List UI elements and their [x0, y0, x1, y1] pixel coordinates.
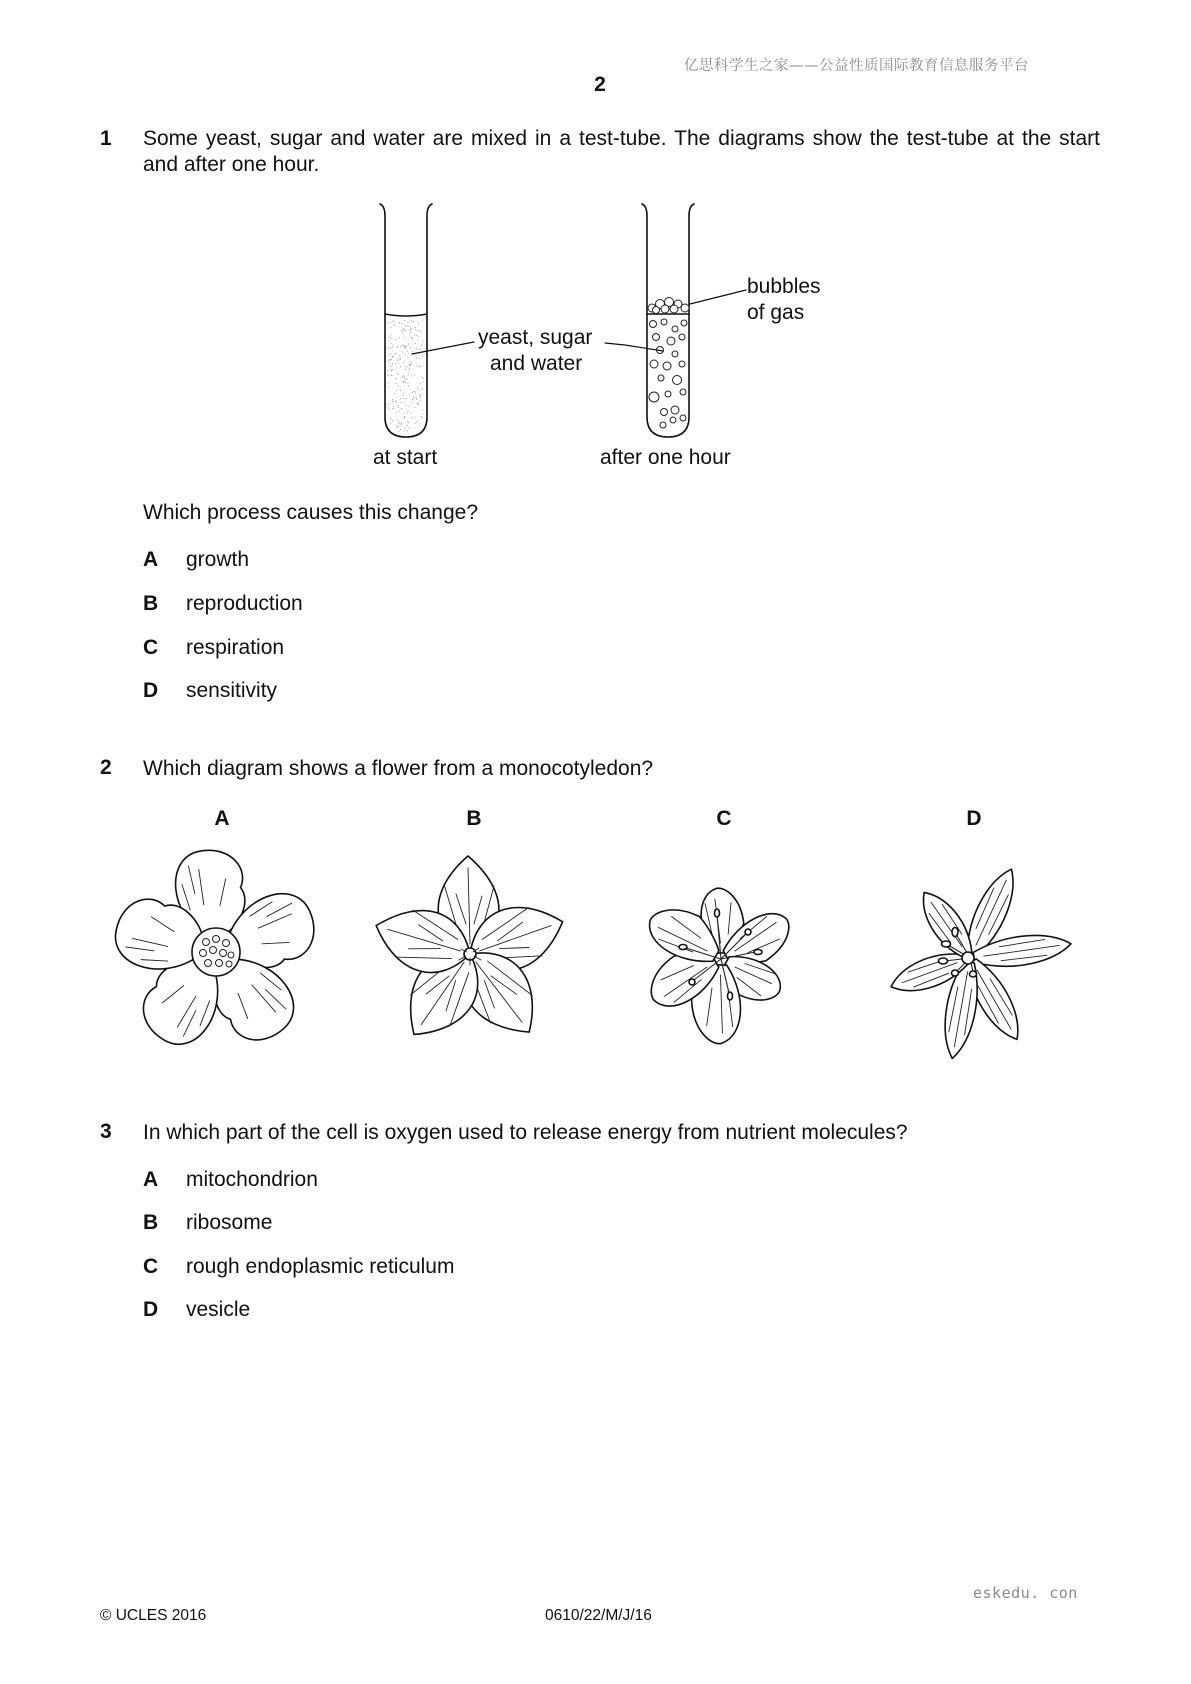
q3-option-d-letter[interactable]: D: [143, 1298, 159, 1321]
at-start-label: at start: [373, 446, 438, 469]
q1-option-d-letter[interactable]: D: [143, 679, 159, 702]
mixture-label-line2: and water: [490, 352, 583, 375]
mixture-label-line1: yeast, sugar: [478, 326, 593, 349]
q3-option-c-text[interactable]: rough endoplasmic reticulum: [186, 1255, 455, 1278]
footer-paper-code: 0610/22/M/J/16: [545, 1607, 652, 1624]
flower-a-letter[interactable]: A: [214, 807, 230, 830]
question-2-text: Which diagram shows a flower from a monocotyledon?: [143, 757, 654, 780]
question-1-prompt: Which process causes this change?: [143, 501, 479, 524]
question-3-number: 3: [100, 1120, 112, 1143]
flower-b-letter[interactable]: B: [466, 807, 482, 830]
flower-a-diagram[interactable]: [108, 847, 323, 1056]
flower-b-diagram[interactable]: [367, 856, 572, 1052]
q1-option-b-letter[interactable]: B: [143, 592, 159, 615]
flower-d-diagram[interactable]: [886, 863, 1073, 1061]
q3-option-a-letter[interactable]: A: [143, 1168, 159, 1191]
q3-option-b-letter[interactable]: B: [143, 1211, 159, 1234]
question-2-number: 2: [100, 756, 112, 779]
flower-c-letter[interactable]: C: [716, 807, 732, 830]
question-3-text: In which part of the cell is oxygen used to release energy from nutrient molecules?: [143, 1121, 908, 1144]
site-watermark: eskedu. con: [973, 1584, 1078, 1602]
watermark-text: 亿思科学生之家——公益性质国际教育信息服务平台: [684, 58, 1029, 74]
q1-option-a-letter[interactable]: A: [143, 548, 159, 571]
page-number: 2: [594, 73, 606, 96]
q1-option-d-text[interactable]: sensitivity: [186, 679, 278, 702]
after-hour-label: after one hour: [600, 446, 731, 469]
flower-d-letter[interactable]: D: [966, 807, 982, 830]
flower-c-diagram[interactable]: [640, 887, 800, 1044]
q1-option-c-letter[interactable]: C: [143, 636, 159, 659]
q3-option-a-text[interactable]: mitochondrion: [186, 1168, 318, 1191]
q1-option-b-text[interactable]: reproduction: [186, 592, 303, 615]
q1-option-a-text[interactable]: growth: [186, 548, 250, 571]
footer-copyright: © UCLES 2016: [100, 1607, 207, 1624]
bubbles-label-line1: bubbles: [747, 275, 821, 298]
q3-option-d-text[interactable]: vesicle: [186, 1298, 251, 1321]
question-1-text: Some yeast, sugar and water are mixed in a test-tube. The diagrams show the test-tube at the start and after one hour.: [143, 127, 1100, 176]
bubbles-label-line2: of gas: [747, 301, 805, 324]
q1-option-c-text[interactable]: respiration: [186, 636, 285, 659]
question-1-number: 1: [100, 127, 112, 150]
q3-option-c-letter[interactable]: C: [143, 1255, 159, 1278]
q3-option-b-text[interactable]: ribosome: [186, 1211, 273, 1234]
